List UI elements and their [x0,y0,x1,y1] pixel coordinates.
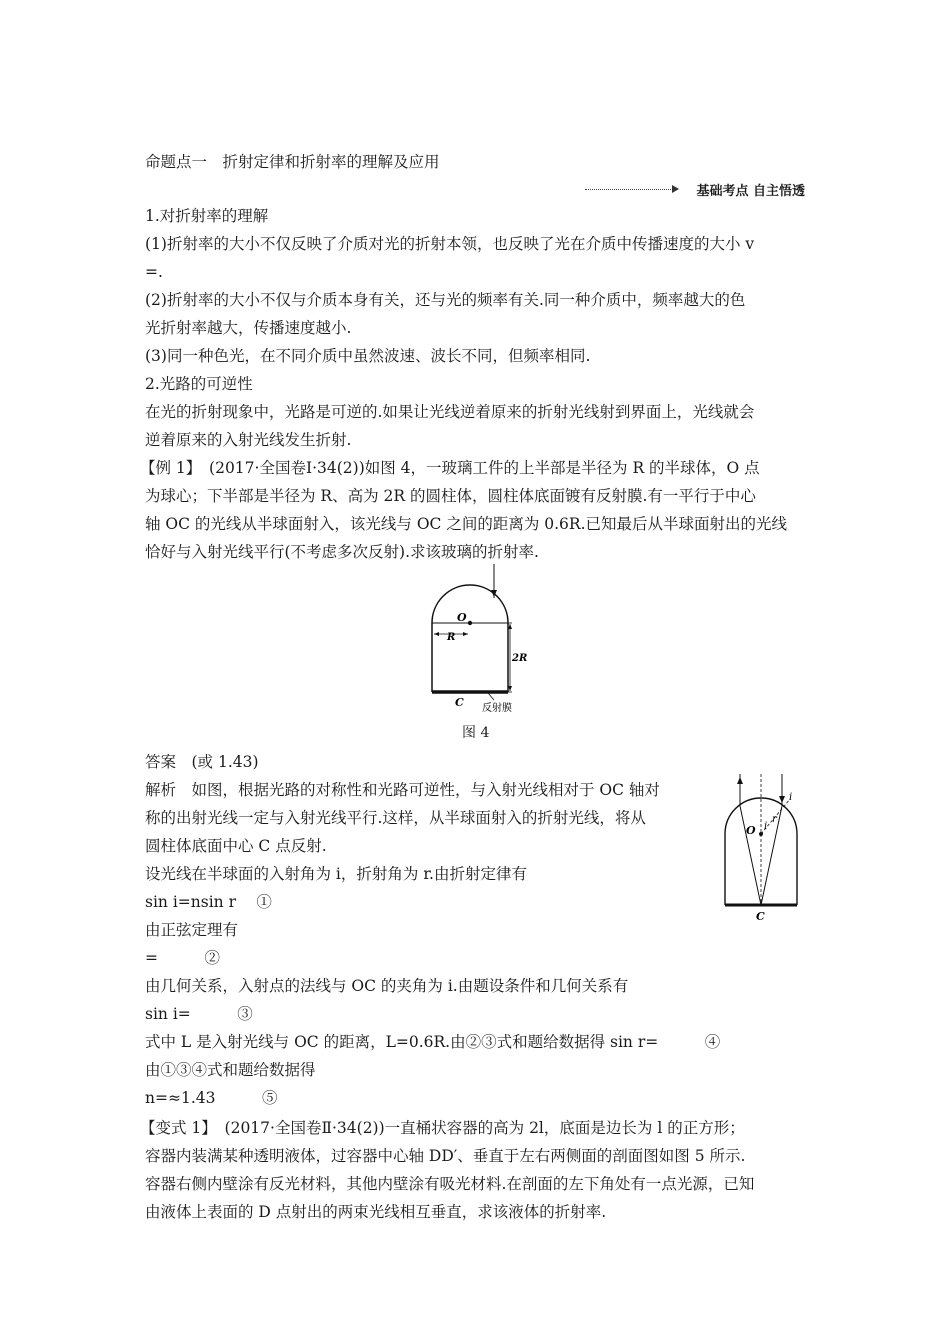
body-line: 1.对折射率的理解 [145,207,269,225]
body-line: 逆着原来的入射光线发生折射. [145,431,352,449]
center-dot [759,832,763,836]
solution-figure [718,772,818,924]
variant-line: 容器内装满某种透明液体，过容器中心轴 DD′、垂直于左右两侧面的剖面图如图 5 所示. [145,1147,746,1165]
solution-line: 由①③④式和题给数据得 [145,1061,316,1079]
label-film: 反射膜 [482,703,512,714]
label-2R: 2R [512,653,528,664]
variant-line: 由液体上表面的 D 点射出的两束光线相互垂直，求该液体的折射率. [145,1203,607,1221]
tag-arrow-icon [672,185,679,193]
label-R: R [447,632,456,643]
label-O: O [746,824,756,837]
label-i-center: i [764,821,768,832]
variant-line: 容器右侧内壁涂有反光材料，其他内壁涂有吸光材料.在剖面的左下角处有一点光源，已知 [145,1175,755,1193]
exit-arrow-icon [737,777,743,784]
label-i-outer: i [789,792,793,803]
variant-line: 【变式 1】 (2017·全国卷Ⅱ·34(2))一直桶状容器的高为 2l，底面是边长为 l 的正方形； [140,1119,745,1137]
film-leader [488,693,494,700]
equation-2: = ② [145,949,220,967]
body-line: 光折射率越大，传播速度越小. [145,319,352,337]
label-C: C [756,910,765,923]
body-line: (1)折射率的大小不仅反映了介质对光的折射本领，也反映了光在介质中传播速度的大小 v [145,235,755,253]
body-line: 在光的折射现象中，光路是可逆的.如果让光线逆着原来的折射光线射到界面上，光线就会 [145,403,755,421]
solution-line: 由正弦定理有 [145,921,239,939]
example-line: 恰好与入射光线平行(不考虑多次反射).求该玻璃的折射率. [145,543,539,561]
solution-line: 称的出射光线一定与入射光线平行.这样，从半球面射入的折射光线，将从 [145,809,646,827]
figure-4-caption: 图 4 [462,725,490,741]
body-line: (2)折射率的大小不仅与介质本身有关，还与光的频率有关.同一种介质中，频率越大的色 [145,291,746,309]
answer-line: 答案 (或 1.43) [145,753,259,771]
body-line: (3)同一种色光，在不同介质中虽然波速、波长不同，但频率相同. [145,347,591,365]
body-line: =. [145,263,163,281]
label-C: C [455,696,464,709]
solution-line: 由几何关系，入射点的法线与 OC 的夹角为 i.由题设条件和几何关系有 [145,977,629,995]
section-title: 命题点一 折射定律和折射率的理解及应用 [145,153,440,171]
equation-3: sin i= ③ [145,1005,253,1023]
tag-dotted-line [585,189,675,190]
reflected-ray [740,806,761,905]
section-tag: 基础考点 自主悟透 [696,184,805,199]
equation-4: 式中 L 是入射光线与 OC 的距离，L=0.6R.由②③式和题给数据得 sin r= ④ [145,1033,721,1051]
solution-line: 设光线在半球面的入射角为 i，折射角为 r.由折射定律有 [145,865,527,883]
example-line: 【例 1】 (2017·全国卷Ⅰ·34(2))如图 4，一玻璃工件的上半部是半径为 R 的半球体，O 点 [140,459,760,477]
label-O: O [457,611,467,624]
incident-arrow-icon [779,796,785,803]
example-line: 为球心；下半部是半径为 R、高为 2R 的圆柱体，圆柱体底面镀有反射膜.有一平行于中心 [145,487,756,505]
center-dot [468,621,472,625]
label-r: r [772,814,777,825]
solution-line: 圆柱体底面中心 C 点反射. [145,837,327,855]
equation-5: n=≈1.43 ⑤ [145,1089,278,1107]
body-line: 2.光路的可逆性 [145,375,253,393]
figure-4 [410,560,550,720]
solution-line: 解析 如图，根据光路的对称性和光路可逆性，与入射光线相对于 OC 轴对 [145,781,660,799]
equation-1: sin i=nsin r ① [145,893,272,911]
example-line: 轴 OC 的光线从半球面射入，该光线与 OC 之间的距离为 0.6R.已知最后从半球面射出的光线 [145,515,788,533]
